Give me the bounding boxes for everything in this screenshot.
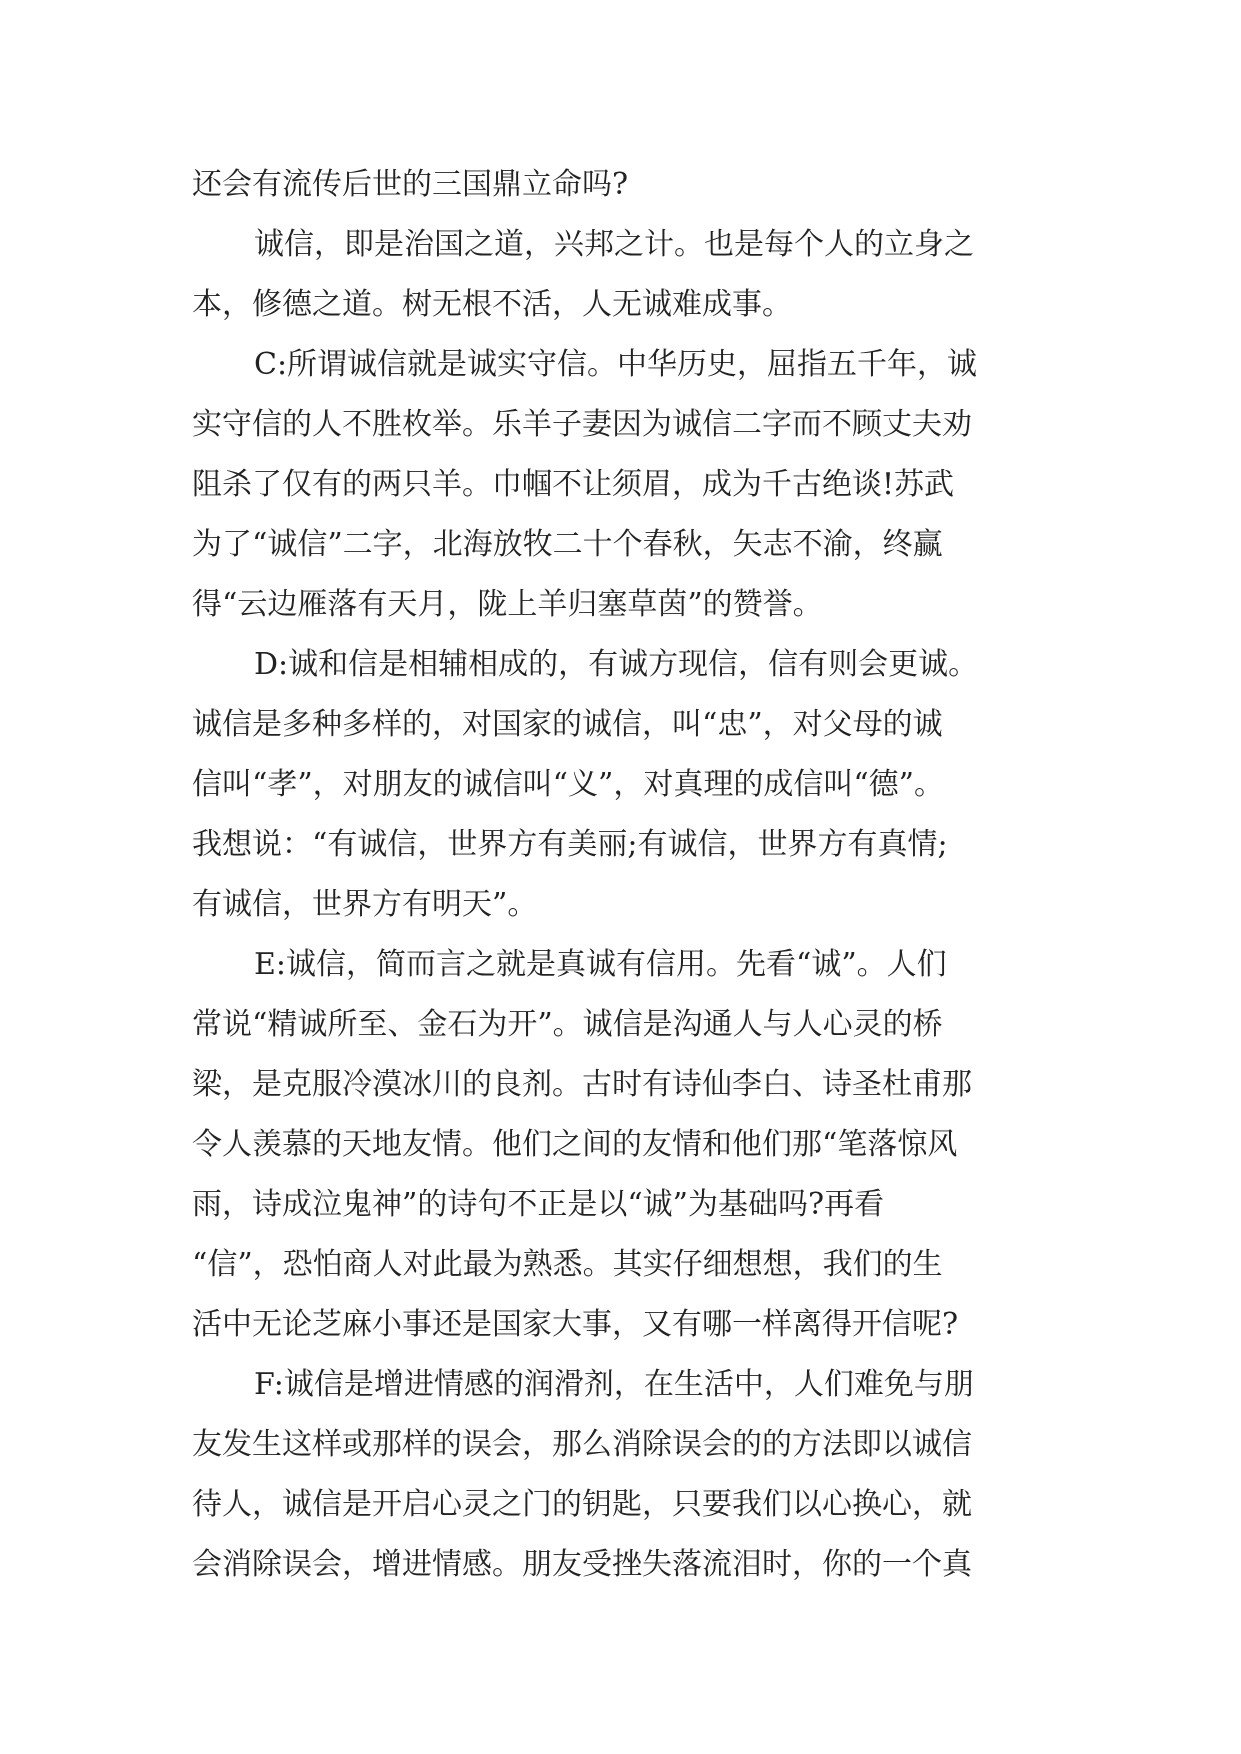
document-body	[192, 155, 1052, 1595]
paragraph-line: 还会有流传后世的三国鼎立命吗?	[192, 167, 629, 202]
paragraph-line: 待人，诚信是开启心灵之门的钥匙，只要我们以心换心，就	[192, 1487, 972, 1522]
paragraph-line: D:诚和信是相辅相成的，有诚方现信，信有则会更诚。	[254, 647, 979, 682]
paragraph-line: 梁，是克服冷漠冰川的良剂。古时有诗仙李白、诗圣杜甫那	[192, 1067, 972, 1102]
paragraph-line: 活中无论芝麻小事还是国家大事，又有哪一样离得开信呢?	[192, 1307, 959, 1342]
paragraph-line: 常说“精诚所至、金石为开”。诚信是沟通人与人心灵的桥	[192, 1007, 943, 1042]
paragraph-line: 诚信，即是治国之道，兴邦之计。也是每个人的立身之	[254, 227, 974, 262]
paragraph-line: 我想说：“有诚信，世界方有美丽;有诚信，世界方有真情;	[192, 827, 948, 862]
paragraph-line: 会消除误会，增进情感。朋友受挫失落流泪时，你的一个真	[192, 1547, 972, 1582]
paragraph-line: 得“云边雁落有天月，陇上羊归塞草茵”的赞誉。	[192, 587, 823, 622]
paragraph-line: E:诚信，简而言之就是真诚有信用。先看“诚”。人们	[254, 947, 947, 982]
paragraph-line: “信”，恐怕商人对此最为熟悉。其实仔细想想，我们的生	[192, 1247, 943, 1282]
paragraph-line: 为了“诚信”二字，北海放牧二十个春秋，矢志不渝，终赢	[192, 527, 943, 562]
paragraph-line: 有诚信，世界方有明天”。	[192, 887, 538, 922]
paragraph-line: C:所谓诚信就是诚实守信。中华历史，屈指五千年，诚	[254, 347, 978, 382]
paragraph-line: 雨，诗成泣鬼神”的诗句不正是以“诚”为基础吗?再看	[192, 1187, 885, 1222]
paragraph-line: 信叫“孝”，对朋友的诚信叫“义”，对真理的成信叫“德”。	[192, 767, 945, 802]
paragraph-line: F:诚信是增进情感的润滑剂，在生活中，人们难免与朋	[254, 1367, 974, 1402]
paragraph-line: 诚信是多种多样的，对国家的诚信，叫“忠”，对父母的诚	[192, 707, 943, 742]
paragraph-line: 友发生这样或那样的误会，那么消除误会的的方法即以诚信	[192, 1427, 972, 1462]
paragraph-line: 阻杀了仅有的两只羊。巾帼不让须眉，成为千古绝谈!苏武	[192, 467, 955, 502]
paragraph-line: 令人羡慕的天地友情。他们之间的友情和他们那“笔落惊风	[192, 1127, 958, 1162]
paragraph-line: 实守信的人不胜枚举。乐羊子妻因为诚信二字而不顾丈夫劝	[192, 407, 972, 442]
paragraph-line: 本，修德之道。树无根不活，人无诚难成事。	[192, 287, 792, 322]
